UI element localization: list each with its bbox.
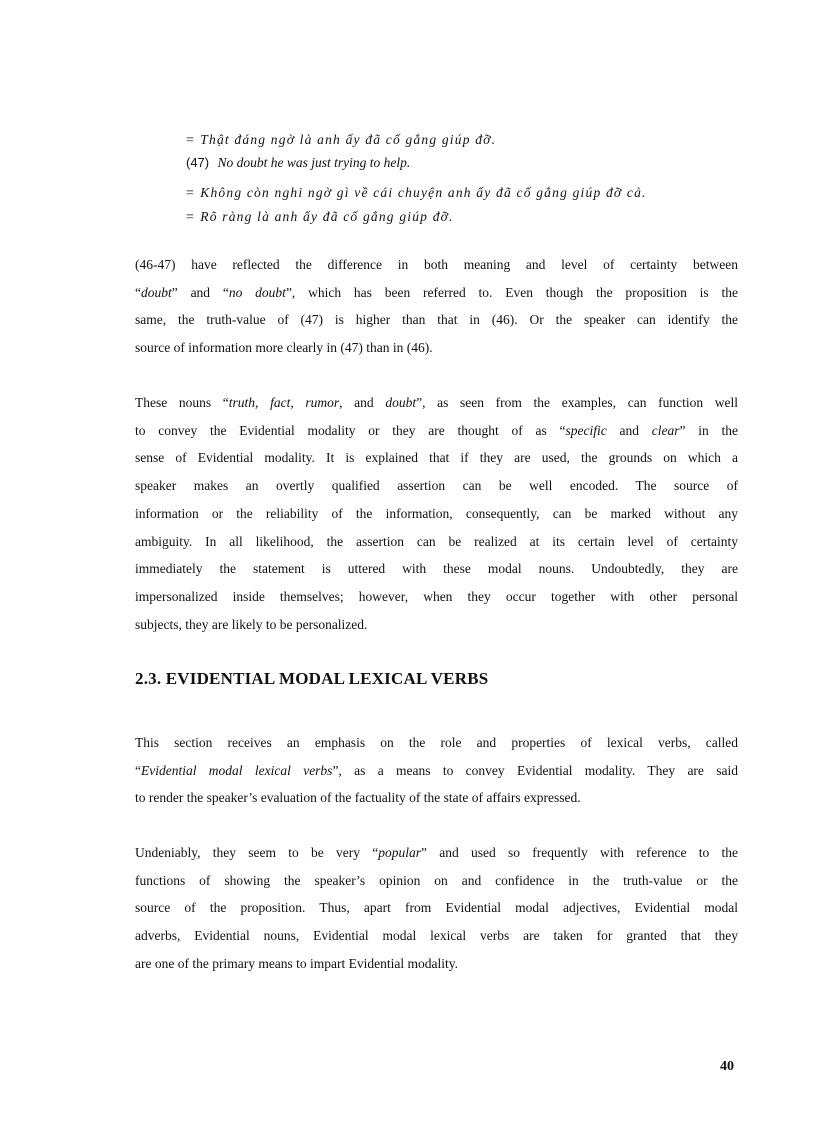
text: to convey the Evidential modality or they are thought of as “ <box>135 422 566 438</box>
paragraph-2 <box>135 389 738 638</box>
text: These nouns “ <box>135 395 229 410</box>
example-translation-47b <box>186 209 454 226</box>
vietnamese-translation: Không còn nghi ngờ gì về cái chuyện anh ấy đã cố gắng giúp đỡ cả. <box>200 185 647 200</box>
paragraph-4 <box>135 839 738 978</box>
example-translation-46 <box>186 132 496 149</box>
text: ” and “ <box>171 284 229 300</box>
text: ” in the <box>679 422 738 438</box>
quote: “ <box>135 762 141 778</box>
text-line: speaker makes an overtly qualified assertion can be well encoded. The source of <box>135 478 738 494</box>
text-line: adverbs, Evidential nouns, Evidential modal lexical verbs are taken for granted that they <box>135 928 738 944</box>
emphasis: truth, fact, rumor <box>228 395 340 410</box>
text: , and <box>339 395 386 410</box>
text-line: (46-47) have reflected the difference in both meaning and level of certainty between <box>135 257 738 272</box>
vietnamese-translation: Rõ ràng là anh ấy đã cố gắng giúp đỡ. <box>200 209 454 224</box>
emphasis: clear <box>651 422 680 438</box>
emphasis: no doubt <box>228 284 286 300</box>
text-line <box>135 389 738 417</box>
text: ”, as a means to convey Evidential modality. They are said <box>332 762 738 778</box>
text-line: sense of Evidential modality. It is explained that if they are used, the grounds on which a <box>135 450 738 466</box>
text-line <box>135 839 738 867</box>
text-line: ambiguity. In all likelihood, the assertion can be realized at its certain level of certainty <box>135 533 738 549</box>
section-heading: 2.3. EVIDENTIAL MODAL LEXICAL VERBS <box>135 669 489 688</box>
text-line <box>135 417 738 445</box>
equals-sign: = <box>186 186 194 201</box>
quote: “ <box>135 284 141 300</box>
text-line: source of information more clearly in (47) than in (46). <box>135 340 433 356</box>
text-line: immediately the statement is uttered with these modal nouns. Undoubtedly, they are <box>135 561 738 577</box>
text-line: same, the truth-value of (47) is higher than that in (46). Or the speaker can identify the <box>135 312 738 328</box>
text-line: functions of showing the speaker’s opinion on and confidence in the truth-value or the <box>135 872 738 888</box>
text-line: source of the proposition. Thus, apart from Evidential modal adjectives, Evidential modal <box>135 900 738 916</box>
text: ”, which has been referred to. Even though the proposition is the <box>285 284 738 300</box>
text: and <box>606 422 652 438</box>
text-line: impersonalized inside themselves; however, when they occur together with other personal <box>135 588 738 604</box>
page-number: 40 <box>720 1059 734 1074</box>
equals-sign: = <box>186 210 194 225</box>
text: ”, as seen from the examples, can function well <box>416 395 738 410</box>
emphasis: doubt <box>385 395 417 410</box>
text: ” and used so frequently with reference to the <box>421 845 738 860</box>
paragraph-3 <box>135 729 738 812</box>
example-sentence: No doubt he was just trying to help. <box>217 155 411 170</box>
equals-sign: = <box>186 133 194 148</box>
emphasis: doubt <box>141 284 172 300</box>
text-line: information or the reliability of the information, consequently, can be marked without any <box>135 505 738 521</box>
text-line <box>135 279 738 307</box>
example-number: (47) <box>186 155 210 170</box>
text-line: This section receives an emphasis on the role and properties of lexical verbs, called <box>135 735 738 750</box>
emphasis: specific <box>565 422 607 438</box>
example-translation-47a <box>186 185 647 202</box>
text-line <box>135 757 738 785</box>
text-line: to render the speaker’s evaluation of the factuality of the state of affairs expressed. <box>135 790 581 806</box>
example-47 <box>186 155 410 171</box>
text-line: are one of the primary means to impart Evidential modality. <box>135 955 459 971</box>
paragraph-1 <box>135 251 738 362</box>
text-line: subjects, they are likely to be personalized. <box>135 616 368 632</box>
emphasis: popular <box>378 845 422 860</box>
text: Undeniably, they seem to be very “ <box>135 845 379 860</box>
emphasis: Evidential modal lexical verbs <box>141 762 333 778</box>
vietnamese-translation: Thật đáng ngờ là anh ấy đã cố gắng giúp đỡ. <box>200 132 497 147</box>
